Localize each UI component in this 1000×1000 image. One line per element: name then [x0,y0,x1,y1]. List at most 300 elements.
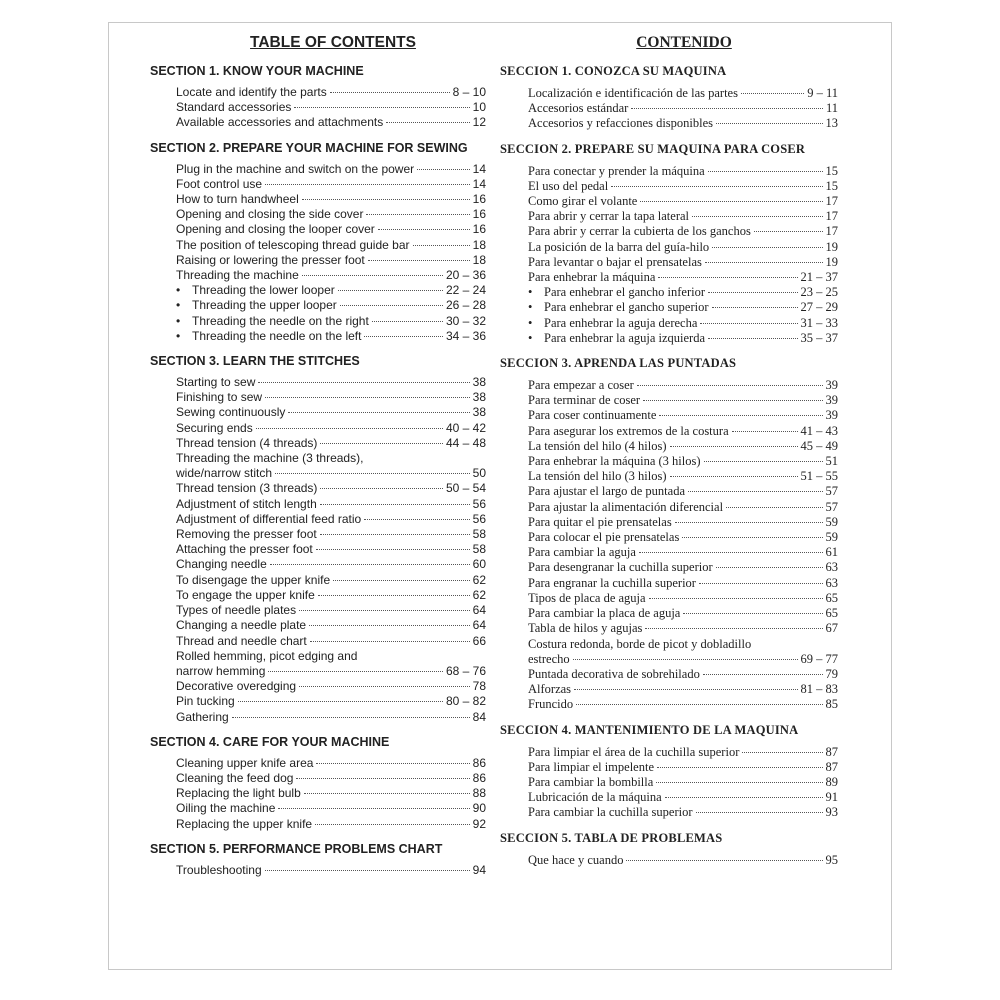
toc-entry [176,162,486,177]
toc-entry [528,515,838,530]
toc-entry [528,270,838,285]
toc-entry [528,853,838,868]
entry-page-number: 16 [472,192,486,207]
entry-page-number: 20 – 36 [445,268,486,283]
dot-leader [682,537,822,538]
toc-entry [528,606,838,621]
toc-entry [176,679,486,694]
section-heading: SECTION 1. KNOW YOUR MACHINE [150,64,364,78]
english-sections [150,64,486,878]
toc-entry [176,375,486,390]
english-toc-column [150,34,486,878]
entry-label: Lubricación de la máquina [528,790,662,805]
entry-label: Removing the presser foot [176,527,317,542]
entry-label: Adjustment of stitch length [176,496,317,511]
entry-page-number: 60 [472,557,486,572]
entry-page-number: 44 – 48 [445,435,486,450]
toc-entry [176,710,486,725]
dot-leader [573,659,798,660]
toc-entry [176,664,486,679]
entry-label: • Threading the lower looper [176,283,335,298]
dot-leader [338,290,443,291]
toc-entry [528,775,838,790]
entry-label: Rolled hemming, picot edging and [176,648,358,663]
dot-leader [256,428,443,429]
entry-page-number: 45 – 49 [800,438,838,453]
dot-leader [712,247,822,248]
entry-label: Para asegurar los extremos de la costura [528,423,729,438]
dot-leader [708,338,797,339]
entry-page-number: 88 [472,786,486,801]
entry-page-number: 17 [825,209,838,224]
toc-entry [176,268,486,283]
section-entries [500,745,838,821]
dot-leader [320,534,470,535]
dot-leader [700,323,797,324]
spanish-toc-title: CONTENIDO [636,34,732,51]
toc-entry [528,682,838,697]
dot-leader [265,397,470,398]
toc-entry [528,240,838,255]
toc-entry [528,209,838,224]
toc-entry [528,255,838,270]
toc-entry [528,652,838,667]
toc-entry [528,745,838,760]
section-heading: SECCION 1. CONOZCA SU MAQUINA [500,64,727,78]
entry-page-number: 27 – 29 [800,300,838,315]
toc-entry [176,177,486,192]
entry-label: Replacing the upper knife [176,816,313,831]
dot-leader [637,385,823,386]
spanish-sections [500,64,838,868]
toc-section [500,831,838,868]
entry-label: Para limpiar el área de la cuchilla superior [528,744,740,759]
toc-entry [176,588,486,603]
entry-page-number: 14 [472,176,486,191]
entry-page-number: 86 [472,755,486,770]
entry-label: • Para enhebrar el gancho superior [528,300,709,315]
entry-label: La tensión del hilo (3 hilos) [528,469,667,484]
toc-entry [176,436,486,451]
toc-section [150,842,486,878]
entry-label: Para limpiar el impelente [528,759,654,774]
entry-label: Threading the machine (3 threads), [176,451,364,466]
entry-page-number: 58 [472,527,486,542]
toc-entry [528,560,838,575]
dot-leader [708,292,797,293]
dot-leader [417,169,469,170]
entry-label: Sewing continuously [176,405,286,420]
dot-leader [316,763,469,764]
dot-leader [704,461,823,462]
dot-leader [574,689,797,690]
entry-label: Gathering [176,709,229,724]
entry-page-number: 67 [825,621,838,636]
entry-page-number: 87 [825,759,838,774]
dot-leader [278,808,469,809]
entry-page-number: 91 [825,790,838,805]
entry-page-number: 18 [472,237,486,252]
dot-leader [645,628,822,629]
entry-label: • Threading the needle on the left [176,329,361,344]
toc-entry [528,393,838,408]
toc-entry [528,500,838,515]
entry-label: Thread and needle chart [176,633,307,648]
entry-label: narrow hemming [176,663,266,678]
toc-entry [176,283,486,298]
toc-entry [176,451,486,466]
toc-entry [176,573,486,588]
entry-label: La posición de la barra del guía-hilo [528,239,710,254]
toc-entry [176,192,486,207]
toc-entry [176,481,486,496]
entry-page-number: 56 [472,511,486,526]
entry-page-number: 85 [825,697,838,712]
dot-leader [576,704,822,705]
entry-label: Finishing to sew [176,390,263,405]
dot-leader [268,671,443,672]
dot-leader [688,491,822,492]
dot-leader [296,778,469,779]
entry-page-number: 95 [825,852,838,867]
toc-entry [528,164,838,179]
toc-section [150,141,486,344]
toc-entry [176,694,486,709]
dot-leader [320,443,443,444]
entry-page-number: 17 [825,194,838,209]
entry-label: To engage the upper knife [176,587,315,602]
entry-label: Puntada decorativa de sobrehilado [528,666,700,681]
entry-label: wide/narrow stitch [176,466,273,481]
entry-label: Para cambiar la bombilla [528,774,654,789]
toc-section [500,356,838,712]
dot-leader [304,793,470,794]
toc-entry [528,545,838,560]
dot-leader [712,307,798,308]
toc-entry [176,497,486,512]
toc-entry [176,756,486,771]
dot-leader [657,767,823,768]
toc-entry [528,101,838,116]
toc-entry [176,634,486,649]
entry-label: Para abrir y cerrar la cubierta de los ganchos [528,224,751,239]
toc-entry [176,466,486,481]
entry-page-number: 39 [825,393,838,408]
dot-leader [659,415,822,416]
toc-entry [528,591,838,606]
toc-entry [528,300,838,315]
toc-entry [528,621,838,636]
toc-entry [176,863,486,878]
dot-leader [754,231,823,232]
toc-section [500,142,838,346]
toc-entry [528,454,838,469]
dot-leader [649,598,823,599]
dot-leader [656,782,822,783]
entry-page-number: 87 [825,744,838,759]
entry-page-number: 64 [472,618,486,633]
section-heading: SECTION 5. PERFORMANCE PROBLEMS CHART [150,841,443,856]
dot-leader [670,476,798,477]
section-heading: SECCION 2. PREPARE SU MAQUINA PARA COSER [500,141,806,156]
toc-entry [528,378,838,393]
entry-page-number: 51 – 55 [800,469,838,484]
entry-label: Locate and identify the parts [176,85,327,99]
entry-label: Para coser continuamente [528,408,657,423]
entry-label: Changing needle [176,557,267,572]
toc-entry [528,805,838,820]
entry-page-number: 89 [825,774,838,789]
dot-leader [611,186,822,187]
entry-label: • Para enhebrar la aguja izquierda [528,331,705,346]
entry-label: Replacing the light bulb [176,786,301,801]
toc-entry [528,86,838,101]
entry-page-number: 14 [472,161,486,176]
toc-entry [528,224,838,239]
entry-page-number: 69 – 77 [800,651,838,666]
entry-page-number: 9 – 11 [807,86,838,100]
entry-page-number: 38 [472,390,486,405]
entry-page-number: 30 – 32 [445,313,486,328]
dot-leader [309,625,470,626]
toc-section [500,64,838,132]
toc-entry [528,576,838,591]
entry-page-number: 51 [825,454,838,469]
dot-leader [330,92,450,93]
section-heading: SECTION 2. PREPARE YOUR MACHINE FOR SEWING [150,140,468,155]
dot-leader [741,93,804,94]
toc-entry [176,329,486,344]
dot-leader [732,431,798,432]
entry-label: Como girar el volante [528,194,638,209]
entry-page-number: 8 – 10 [452,85,486,99]
toc-entry [176,390,486,405]
dot-leader [302,199,470,200]
entry-label: Thread tension (3 threads) [176,481,318,496]
toc-entry [528,637,838,652]
dot-leader [413,245,470,246]
entry-page-number: 38 [472,375,486,390]
entry-page-number: 56 [472,496,486,511]
entry-page-number: 63 [825,560,838,575]
entry-page-number: 65 [825,590,838,605]
toc-section [150,735,486,832]
toc-entry [176,603,486,618]
entry-page-number: 61 [825,545,838,560]
toc-entry [528,439,838,454]
dot-leader [675,522,823,523]
entry-label: Fruncido [528,697,574,712]
entry-label: Para colocar el pie prensatelas [528,530,680,545]
section-heading: SECTION 4. CARE FOR YOUR MACHINE [150,734,390,749]
entry-page-number: 23 – 25 [800,285,838,300]
entry-label: Accesorios estándar [528,101,629,116]
entry-label: Decorative overedging [176,679,297,694]
dot-leader [742,752,822,753]
entry-label: Accesorios y refacciones disponibles [528,116,714,131]
toc-entry [528,469,838,484]
toc-entry [528,760,838,775]
entry-page-number: 57 [825,499,838,514]
dot-leader [364,336,442,337]
toc-entry [176,618,486,633]
entry-label: Standard accessories [176,100,292,115]
toc-entry [176,222,486,237]
dot-leader [386,122,469,123]
section-entries [500,164,838,346]
entry-label: Para enhebrar la máquina (3 hilos) [528,454,701,469]
entry-label: Costura redonda, borde de picot y dobladillo [528,636,752,651]
toc-entry [528,697,838,712]
entry-page-number: 39 [825,408,838,423]
entry-page-number: 19 [825,239,838,254]
dot-leader [631,108,823,109]
toc-entry [176,207,486,222]
entry-page-number: 66 [472,633,486,648]
entry-page-number: 16 [472,222,486,237]
entry-label: Alforzas [528,682,572,697]
toc-entry [176,649,486,664]
entry-page-number: 10 [472,100,486,115]
toc-entry [176,100,486,115]
toc-entry [176,801,486,816]
entry-label: Raising or lowering the presser foot [176,252,365,267]
entry-label: Para abrir y cerrar la tapa lateral [528,209,690,224]
entry-label: Attaching the presser foot [176,542,313,557]
entry-page-number: 40 – 42 [445,420,486,435]
entry-page-number: 93 [825,805,838,820]
entry-page-number: 17 [825,224,838,239]
entry-page-number: 86 [472,770,486,785]
entry-label: Para empezar a coser [528,378,634,393]
dot-leader [302,275,443,276]
dot-leader [320,504,470,505]
entry-page-number: 92 [472,816,486,831]
entry-label: Para conectar y prender la máquina [528,163,705,178]
toc-entry [176,527,486,542]
dot-leader [708,171,823,172]
dot-leader [665,797,823,798]
entry-label: Para engranar la cuchilla superior [528,575,696,590]
entry-label: Para quitar el pie prensatelas [528,514,672,529]
entry-page-number: 38 [472,405,486,420]
dot-leader [703,674,823,675]
entry-page-number: 58 [472,542,486,557]
entry-label: • Threading the upper looper [176,298,337,313]
toc-entry [528,408,838,423]
entry-label: Para cambiar la cuchilla superior [528,805,693,820]
entry-label: Thread tension (4 threads) [176,435,318,450]
entry-label: Para desengranar la cuchilla superior [528,560,713,575]
toc-entry [176,512,486,527]
entry-label: To disengage the upper knife [176,572,331,587]
entry-label: Cleaning upper knife area [176,755,314,770]
toc-entry [176,238,486,253]
entry-label: Para cambiar la aguja [528,545,636,560]
section-entries [150,375,486,725]
dot-leader [366,214,469,215]
entry-label: Para enhebrar la máquina [528,270,656,285]
section-heading: SECCION 4. MANTENIMIENTO DE LA MAQUINA [500,722,799,737]
entry-label: • Threading the needle on the right [176,314,369,329]
entry-page-number: 16 [472,207,486,222]
entry-page-number: 78 [472,679,486,694]
entry-label: Types of needle plates [176,603,297,618]
entry-label: How to turn handwheel [176,192,299,207]
entry-label: Available accessories and attachments [176,115,384,130]
entry-page-number: 68 – 76 [445,663,486,678]
toc-entry [528,424,838,439]
toc-entry [528,116,838,131]
entry-page-number: 19 [825,254,838,269]
dot-leader [232,717,470,718]
section-entries [150,756,486,832]
entry-page-number: 90 [472,801,486,816]
section-heading: SECTION 3. LEARN THE STITCHES [150,354,360,369]
toc-entry [176,405,486,420]
section-entries [500,378,838,712]
dot-leader [364,519,469,520]
toc-entry [528,316,838,331]
entry-label: Para ajustar la alimentación diferencial [528,499,724,514]
entry-page-number: 62 [472,572,486,587]
entry-label: Localización e identificación de las partes [528,86,738,100]
dot-leader [265,870,470,871]
dot-leader [368,260,470,261]
dot-leader [643,400,822,401]
toc-section [500,723,838,821]
dot-leader [316,549,470,550]
entry-page-number: 41 – 43 [800,423,838,438]
entry-label: estrecho [528,651,570,666]
entry-page-number: 12 [472,115,486,130]
toc-entry [528,484,838,499]
entry-label: Starting to sew [176,375,256,390]
toc-entry [176,557,486,572]
entry-label: Para cambiar la placa de aguja [528,606,681,621]
entry-label: Oiling the machine [176,801,276,816]
entry-label: Pin tucking [176,694,235,709]
entry-page-number: 79 [825,666,838,681]
dot-leader [294,107,469,108]
dot-leader [658,277,797,278]
toc-entry [176,85,486,100]
entry-page-number: 63 [825,575,838,590]
toc-entry [528,331,838,346]
dot-leader [265,184,470,185]
entry-page-number: 80 – 82 [445,694,486,709]
entry-label: Que hace y cuando [528,852,624,867]
dot-leader [288,412,469,413]
entry-label: Changing a needle plate [176,618,307,633]
entry-page-number: 13 [825,116,838,131]
dot-leader [315,824,470,825]
entry-page-number: 11 [825,101,838,116]
entry-page-number: 21 – 37 [800,270,838,285]
entry-page-number: 50 [472,466,486,481]
dot-leader [270,564,470,565]
entry-page-number: 81 – 83 [800,682,838,697]
dot-leader [318,595,470,596]
dot-leader [716,567,823,568]
entry-page-number: 35 – 37 [800,330,838,345]
dot-leader [238,701,443,702]
entry-label: Tabla de hilos y agujas [528,621,643,636]
toc-entry [176,421,486,436]
entry-label: • Para enhebrar la aguja derecha [528,316,697,331]
entry-page-number: 64 [472,603,486,618]
dot-leader [378,229,470,230]
